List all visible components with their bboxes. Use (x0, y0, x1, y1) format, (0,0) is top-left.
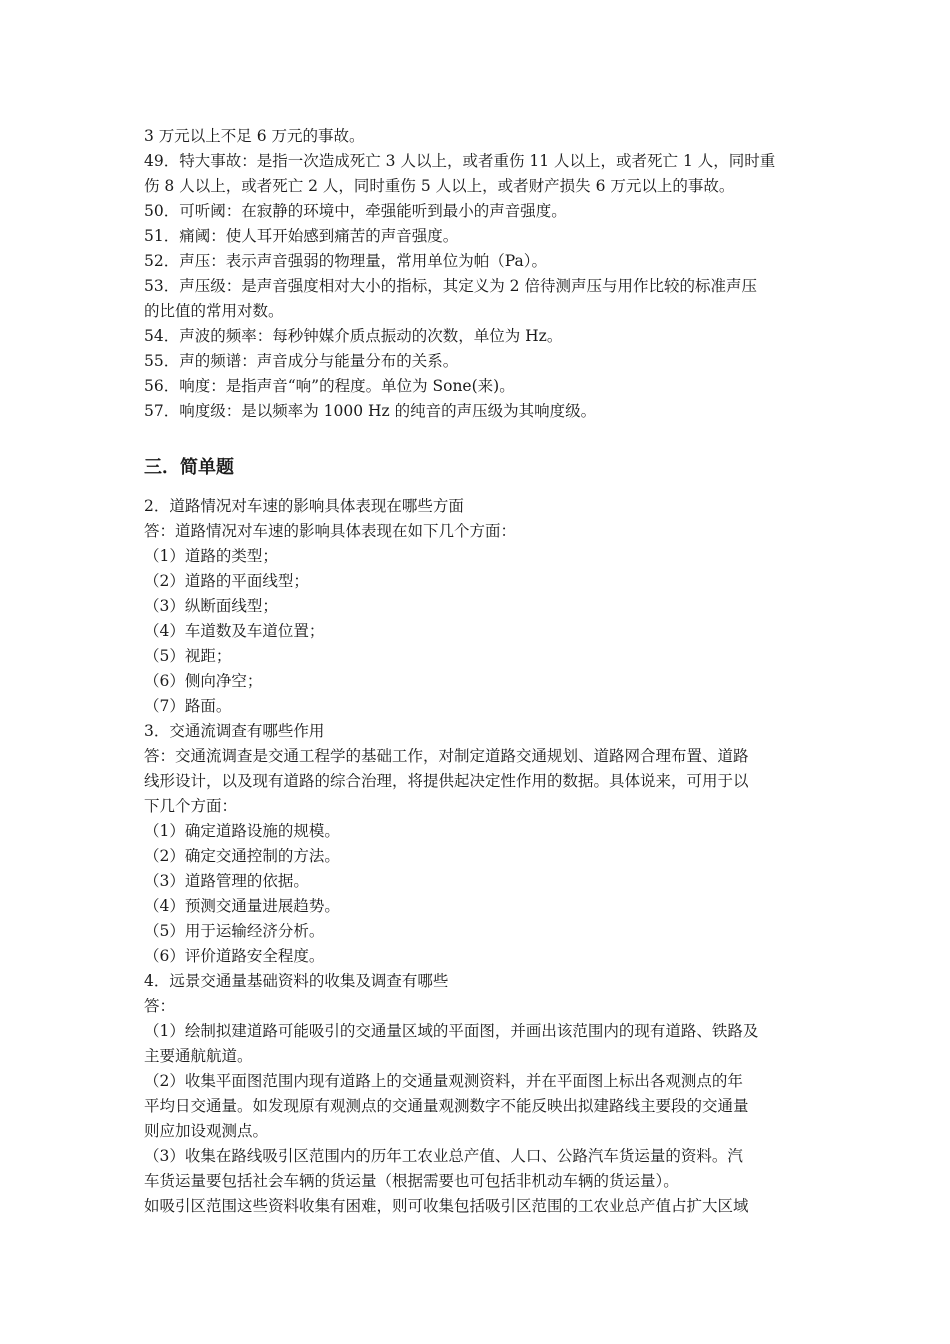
questions-section (144, 494, 808, 1219)
text-line: （3）收集在路线吸引区范围内的历年工农业总产值、人口、公路汽车货运量的资料。汽 (144, 1147, 743, 1165)
text-line: 的比值的常用对数。 (144, 302, 284, 320)
text-line: 答：道路情况对车速的影响具体表现在如下几个方面： (144, 522, 517, 540)
text-line: 3．交通流调查有哪些作用 (144, 722, 325, 740)
text-line: 则应加设观测点。 (144, 1122, 269, 1140)
text-line: 53．声压级：是声音强度相对大小的指标，其定义为 2 倍待测声压与用作比较的标准声压 (144, 277, 757, 295)
text-line: 如吸引区范围这些资料收集有困难，则可收集包括吸引区范围的工农业总产值占扩大区域 (144, 1197, 749, 1215)
text-line: 50．可听阈：在寂静的环境中，牵强能听到最小的声音强度。 (144, 202, 567, 220)
text-line: 主要通航航道。 (144, 1047, 253, 1065)
text-line: 49．特大事故：是指一次造成死亡 3 人以上，或者重伤 11 人以上，或者死亡 1 人，同时重 (144, 152, 776, 170)
text-line: 56．响度：是指声音“响”的程度。单位为 Sone(来)。 (144, 377, 515, 395)
section-spacer (144, 424, 808, 456)
text-line: 平均日交通量。如发现原有观测点的交通量观测数字不能反映出拟建路线主要段的交通量 (144, 1097, 749, 1115)
text-line: 下几个方面： (144, 797, 238, 815)
text-line: 2．道路情况对车速的影响具体表现在哪些方面 (144, 497, 464, 515)
text-line: （1）道路的类型； (144, 547, 278, 565)
text-line: 51．痛阈：使人耳开始感到痛苦的声音强度。 (144, 227, 459, 245)
text-line: （5）视距； (144, 647, 232, 665)
text-line: （4）车道数及车道位置； (144, 622, 325, 640)
section-heading: 三．简单题 (144, 457, 234, 478)
text-line: 52．声压：表示声音强弱的物理量，常用单位为帕（Pa）。 (144, 252, 547, 270)
text-line: （6）评价道路安全程度。 (144, 947, 325, 965)
text-line: （2）确定交通控制的方法。 (144, 847, 340, 865)
text-line: （2）收集平面图范围内现有道路上的交通量观测资料，并在平面图上标出各观测点的年 (144, 1072, 743, 1090)
text-line: 57．响度级：是以频率为 1000 Hz 的纯音的声压级为其响度级。 (144, 402, 597, 420)
text-line: 答： (144, 997, 176, 1015)
text-line: （1）确定道路设施的规模。 (144, 822, 340, 840)
text-line: （4）预测交通量进展趋势。 (144, 897, 340, 915)
text-line: （3）纵断面线型； (144, 597, 278, 615)
text-line: 55．声的频谱：声音成分与能量分布的关系。 (144, 352, 459, 370)
text-line: （6）侧向净空； (144, 672, 263, 690)
text-line: 车货运量要包括社会车辆的货运量（根据需要也可包括非机动车辆的货运量）。 (144, 1172, 679, 1190)
text-line: 4．远景交通量基础资料的收集及调查有哪些 (144, 972, 449, 990)
text-line: 伤 8 人以上，或者死亡 2 人，同时重伤 5 人以上，或者财产损失 6 万元以上的事故。 (144, 177, 735, 195)
text-line: （7）路面。 (144, 697, 232, 715)
text-line: 3 万元以上不足 6 万元的事故。 (144, 127, 365, 145)
text-line: （5）用于运输经济分析。 (144, 922, 325, 940)
text-line: （3）道路管理的依据。 (144, 872, 309, 890)
text-line: （1）绘制拟建道路可能吸引的交通量区域的平面图，并画出该范围内的现有道路、铁路及 (144, 1022, 759, 1040)
text-line: 线形设计，以及现有道路的综合治理，将提供起决定性作用的数据。具体说来，可用于以 (144, 772, 749, 790)
document-page (144, 124, 808, 1219)
definitions-section (144, 124, 808, 424)
text-line: 答：交通流调查是交通工程学的基础工作，对制定道路交通规划、道路网合理布置、道路 (144, 747, 749, 765)
text-line: 54．声波的频率：每秒钟媒介质点振动的次数，单位为 Hz。 (144, 327, 563, 345)
text-line: （2）道路的平面线型； (144, 572, 309, 590)
